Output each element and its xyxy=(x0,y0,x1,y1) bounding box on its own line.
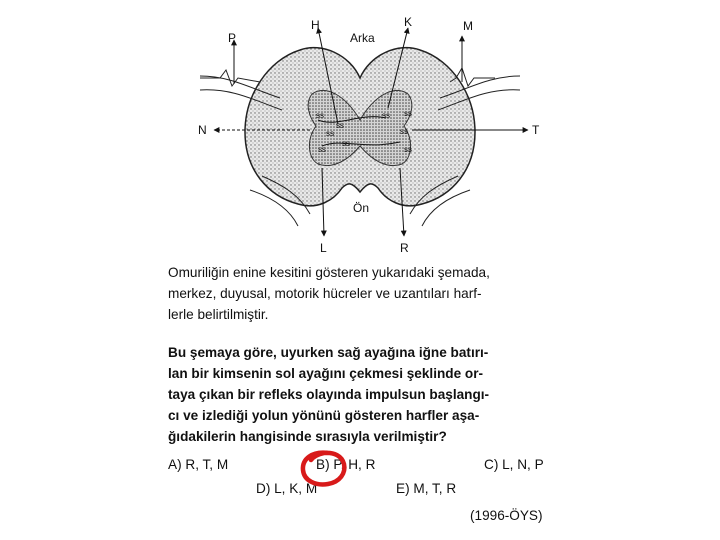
synapse-mark: ss xyxy=(382,111,390,120)
P-spike xyxy=(200,70,260,86)
option-a[interactable]: A) R, T, M xyxy=(168,457,229,472)
answer-mark-circle xyxy=(298,449,350,489)
option-e[interactable]: E) M, T, R xyxy=(396,481,457,496)
synapse-mark: ss xyxy=(318,145,326,154)
synapse-mark: ss xyxy=(336,121,344,130)
synapse-mark: ss xyxy=(404,109,412,118)
intro-line: merkez, duyusal, motorik hücreler ve uzantıları harf- xyxy=(168,286,482,301)
option-c[interactable]: C) L, N, P xyxy=(484,457,544,472)
label-arka: Arka xyxy=(350,31,375,45)
prompt-line: cı ve izlediği yolun yönünü gösteren harfler aşa- xyxy=(168,408,480,423)
question-intro xyxy=(168,262,568,325)
prompt-line: ğıdakilerin hangisinde sırasıyla verilmiştir? xyxy=(168,429,447,444)
label-L: L xyxy=(320,241,327,255)
prompt-line: Bu şemaya göre, uyurken sağ ayağına iğne batırı- xyxy=(168,345,489,360)
question-prompt xyxy=(168,342,568,447)
synapse-mark: ss xyxy=(400,127,408,136)
option-d[interactable]: D) L, K, M xyxy=(256,481,318,496)
label-R: R xyxy=(400,241,409,255)
label-N: N xyxy=(198,123,207,137)
label-H: H xyxy=(311,18,320,32)
intro-line: lerle belirtilmiştir. xyxy=(168,307,269,322)
label-M: M xyxy=(463,19,473,33)
label-on: Ön xyxy=(353,201,370,215)
synapse-mark: ss xyxy=(342,139,350,148)
label-K: K xyxy=(404,15,413,29)
label-T: T xyxy=(532,123,540,137)
prompt-line: taya çıkan bir refleks olayında impulsun başlangı- xyxy=(168,387,490,402)
option-b[interactable]: B) P, H, R xyxy=(316,457,376,472)
prompt-line: lan bir kimsenin sol ayağını çekmesi şeklinde or- xyxy=(168,366,484,381)
source-citation: (1996-ÖYS) xyxy=(470,508,543,523)
synapse-mark: ss xyxy=(316,111,324,120)
intro-line: Omuriliğin enine kesitini gösteren yukarıdaki şemada, xyxy=(168,265,490,280)
synapse-mark: ss xyxy=(404,145,412,154)
synapse-mark: ss xyxy=(326,129,334,138)
question-block xyxy=(168,262,568,447)
label-P: P xyxy=(228,31,237,45)
spinal-cord-diagram xyxy=(150,0,570,262)
